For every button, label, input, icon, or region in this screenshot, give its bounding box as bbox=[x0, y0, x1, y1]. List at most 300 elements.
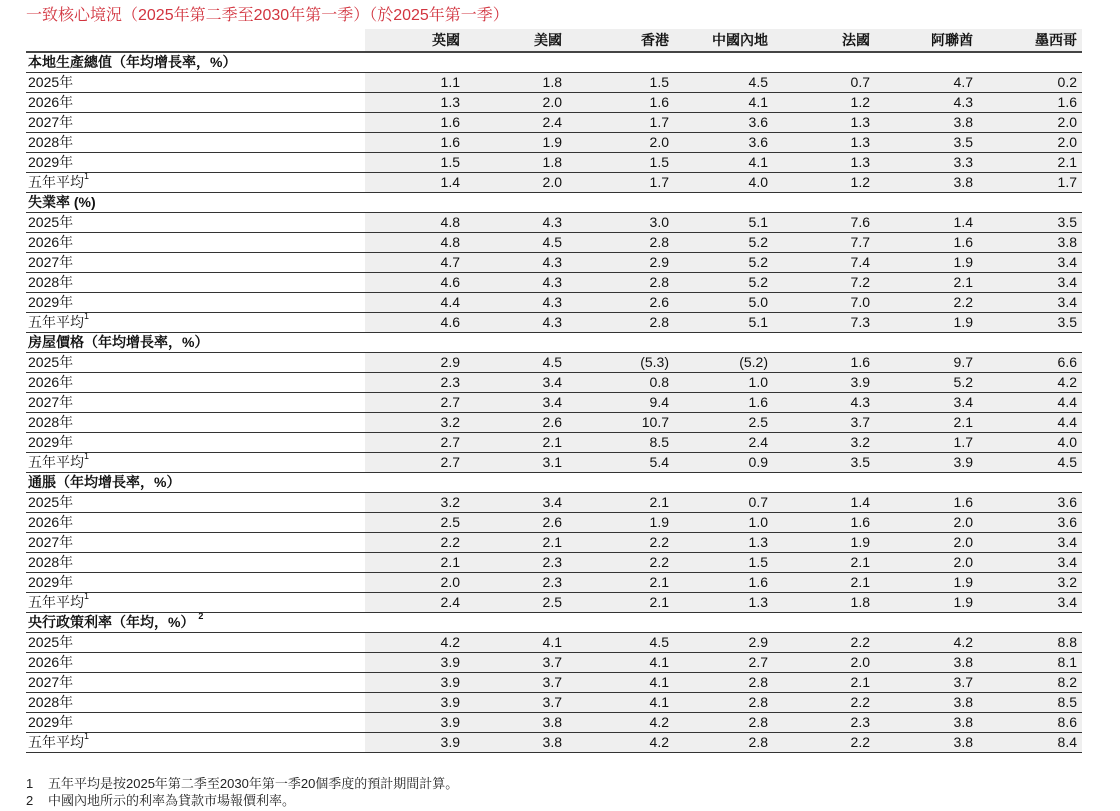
empty-cell bbox=[674, 333, 773, 353]
empty-cell bbox=[773, 193, 875, 213]
value-cell: 1.6 bbox=[875, 493, 978, 513]
value-cell: 8.1 bbox=[978, 653, 1082, 673]
footnote-ref: 1 bbox=[84, 591, 90, 601]
value-cell: 5.1 bbox=[674, 313, 773, 333]
value-cell: 1.9 bbox=[875, 573, 978, 593]
row-label-text: 2029年 bbox=[28, 294, 74, 310]
value-cell: 4.7 bbox=[365, 253, 465, 273]
value-cell: 2.2 bbox=[773, 693, 875, 713]
value-cell: 1.6 bbox=[365, 113, 465, 133]
value-cell: 5.2 bbox=[674, 273, 773, 293]
value-cell: 3.6 bbox=[674, 133, 773, 153]
value-cell: 3.4 bbox=[465, 493, 567, 513]
empty-cell bbox=[773, 333, 875, 353]
value-cell: 2.8 bbox=[567, 233, 674, 253]
value-cell: 2.3 bbox=[465, 553, 567, 573]
value-cell: 2.6 bbox=[567, 293, 674, 313]
value-cell: 3.8 bbox=[875, 713, 978, 733]
value-cell: 2.2 bbox=[365, 533, 465, 553]
value-cell: 1.6 bbox=[773, 353, 875, 373]
empty-cell bbox=[567, 473, 674, 493]
value-cell: 5.0 bbox=[674, 293, 773, 313]
footnote-ref: 1 bbox=[84, 171, 90, 181]
table-row bbox=[26, 453, 1082, 473]
row-label bbox=[26, 453, 365, 473]
value-cell: 2.0 bbox=[465, 173, 567, 193]
empty-cell bbox=[365, 473, 465, 493]
table-row bbox=[26, 253, 1082, 273]
row-label bbox=[26, 673, 365, 693]
value-cell: 2.8 bbox=[674, 693, 773, 713]
row-label-text: 五年平均 bbox=[28, 454, 84, 470]
column-header-row bbox=[26, 29, 1082, 52]
value-cell: 1.3 bbox=[674, 533, 773, 553]
row-label bbox=[26, 293, 365, 313]
value-cell: 0.8 bbox=[567, 373, 674, 393]
value-cell: 2.8 bbox=[674, 673, 773, 693]
value-cell: 1.5 bbox=[674, 553, 773, 573]
value-cell: 3.4 bbox=[978, 593, 1082, 613]
value-cell: 2.0 bbox=[978, 133, 1082, 153]
value-cell: 2.4 bbox=[465, 113, 567, 133]
table-row bbox=[26, 493, 1082, 513]
value-cell: 2.5 bbox=[365, 513, 465, 533]
value-cell: 1.1 bbox=[365, 73, 465, 93]
value-cell: 2.4 bbox=[674, 433, 773, 453]
value-cell: 3.4 bbox=[978, 273, 1082, 293]
row-label-text: 2025年 bbox=[28, 494, 74, 510]
value-cell: 3.8 bbox=[465, 713, 567, 733]
section-title bbox=[26, 193, 365, 213]
value-cell: 3.5 bbox=[875, 133, 978, 153]
value-cell: 9.4 bbox=[567, 393, 674, 413]
empty-cell bbox=[465, 613, 567, 633]
empty-cell bbox=[978, 193, 1082, 213]
footnote-ref: 1 bbox=[84, 311, 90, 321]
value-cell: 3.4 bbox=[978, 533, 1082, 553]
value-cell: 2.8 bbox=[674, 713, 773, 733]
empty-cell bbox=[465, 333, 567, 353]
value-cell: 3.4 bbox=[978, 553, 1082, 573]
column-header: 阿聯酋 bbox=[875, 29, 978, 52]
value-cell: 2.0 bbox=[875, 533, 978, 553]
section-title-text: 央行政策利率（年均，%） bbox=[28, 614, 195, 630]
row-label-text: 2026年 bbox=[28, 374, 74, 390]
section-header-row bbox=[26, 613, 1082, 633]
value-cell: 8.5 bbox=[567, 433, 674, 453]
footnote-ref: 2 bbox=[198, 611, 204, 621]
value-cell: 3.7 bbox=[875, 673, 978, 693]
column-header: 中國內地 bbox=[674, 29, 773, 52]
value-cell: 1.6 bbox=[365, 133, 465, 153]
row-label bbox=[26, 433, 365, 453]
value-cell: 3.1 bbox=[465, 453, 567, 473]
value-cell: 8.8 bbox=[978, 633, 1082, 653]
section-header-row bbox=[26, 52, 1082, 73]
table-row bbox=[26, 593, 1082, 613]
row-label bbox=[26, 113, 365, 133]
value-cell: 3.7 bbox=[465, 693, 567, 713]
value-cell: 3.9 bbox=[773, 373, 875, 393]
value-cell: 3.2 bbox=[978, 573, 1082, 593]
value-cell: 2.1 bbox=[773, 553, 875, 573]
empty-cell bbox=[875, 473, 978, 493]
footnote-text: 中國內地所示的利率為貸款市場報價利率。 bbox=[48, 793, 296, 808]
value-cell: 2.1 bbox=[567, 593, 674, 613]
value-cell: 2.5 bbox=[465, 593, 567, 613]
value-cell: 9.7 bbox=[875, 353, 978, 373]
value-cell: 7.4 bbox=[773, 253, 875, 273]
row-label bbox=[26, 313, 365, 333]
section-header-row bbox=[26, 333, 1082, 353]
value-cell: 3.7 bbox=[465, 673, 567, 693]
value-cell: 1.7 bbox=[567, 113, 674, 133]
row-label-text: 2027年 bbox=[28, 114, 74, 130]
value-cell: 1.5 bbox=[567, 153, 674, 173]
row-label bbox=[26, 733, 365, 753]
row-label-text: 2026年 bbox=[28, 654, 74, 670]
value-cell: 4.4 bbox=[978, 413, 1082, 433]
section-title bbox=[26, 333, 365, 353]
value-cell: 4.1 bbox=[465, 633, 567, 653]
row-label-text: 2025年 bbox=[28, 354, 74, 370]
section-title-text: 房屋價格（年均增長率，%） bbox=[28, 334, 209, 350]
value-cell: 3.8 bbox=[875, 113, 978, 133]
table-row bbox=[26, 413, 1082, 433]
row-label bbox=[26, 373, 365, 393]
value-cell: 2.9 bbox=[365, 353, 465, 373]
value-cell: 2.0 bbox=[365, 573, 465, 593]
column-header: 法國 bbox=[773, 29, 875, 52]
value-cell: 3.4 bbox=[978, 253, 1082, 273]
row-label-text: 五年平均 bbox=[28, 594, 84, 610]
table-row bbox=[26, 393, 1082, 413]
value-cell: (5.3) bbox=[567, 353, 674, 373]
section-title-text: 失業率 (%) bbox=[28, 194, 96, 210]
row-label-text: 2029年 bbox=[28, 714, 74, 730]
footnote-text: 五年平均是按2025年第二季至2030年第一季20個季度的預計期間計算。 bbox=[48, 776, 459, 791]
value-cell: 1.9 bbox=[465, 133, 567, 153]
row-label-text: 2026年 bbox=[28, 234, 74, 250]
empty-cell bbox=[465, 52, 567, 73]
section-header-row bbox=[26, 473, 1082, 493]
value-cell: 0.7 bbox=[773, 73, 875, 93]
table-row bbox=[26, 213, 1082, 233]
value-cell: 4.3 bbox=[465, 213, 567, 233]
value-cell: 8.5 bbox=[978, 693, 1082, 713]
row-label bbox=[26, 573, 365, 593]
row-label-text: 2025年 bbox=[28, 634, 74, 650]
row-label bbox=[26, 533, 365, 553]
value-cell: 4.2 bbox=[875, 633, 978, 653]
value-cell: 1.8 bbox=[465, 73, 567, 93]
row-label-text: 2026年 bbox=[28, 94, 74, 110]
value-cell: 2.3 bbox=[365, 373, 465, 393]
row-label bbox=[26, 413, 365, 433]
empty-cell bbox=[567, 613, 674, 633]
row-label-text: 2026年 bbox=[28, 514, 74, 530]
value-cell: 4.3 bbox=[465, 293, 567, 313]
value-cell: 2.0 bbox=[875, 513, 978, 533]
value-cell: 4.0 bbox=[674, 173, 773, 193]
table-row bbox=[26, 513, 1082, 533]
header-blank bbox=[26, 29, 365, 52]
value-cell: 3.4 bbox=[465, 373, 567, 393]
empty-cell bbox=[978, 333, 1082, 353]
value-cell: 2.8 bbox=[674, 733, 773, 753]
value-cell: 3.2 bbox=[365, 493, 465, 513]
value-cell: (5.2) bbox=[674, 353, 773, 373]
value-cell: 1.3 bbox=[773, 133, 875, 153]
value-cell: 4.3 bbox=[465, 313, 567, 333]
table-row bbox=[26, 133, 1082, 153]
value-cell: 2.1 bbox=[773, 673, 875, 693]
row-label bbox=[26, 393, 365, 413]
value-cell: 1.5 bbox=[365, 153, 465, 173]
row-label bbox=[26, 133, 365, 153]
value-cell: 2.7 bbox=[674, 653, 773, 673]
table-row bbox=[26, 633, 1082, 653]
value-cell: 1.6 bbox=[674, 393, 773, 413]
value-cell: 3.4 bbox=[875, 393, 978, 413]
table-row bbox=[26, 653, 1082, 673]
empty-cell bbox=[567, 333, 674, 353]
column-header: 美國 bbox=[465, 29, 567, 52]
table-row bbox=[26, 273, 1082, 293]
row-label bbox=[26, 593, 365, 613]
value-cell: 1.7 bbox=[875, 433, 978, 453]
value-cell: 4.5 bbox=[978, 453, 1082, 473]
empty-cell bbox=[773, 473, 875, 493]
row-label-text: 2025年 bbox=[28, 214, 74, 230]
value-cell: 3.8 bbox=[875, 733, 978, 753]
row-label-text: 五年平均 bbox=[28, 174, 84, 190]
section-title-text: 通脹（年均增長率，%） bbox=[28, 474, 181, 490]
row-label-text: 2025年 bbox=[28, 74, 74, 90]
empty-cell bbox=[365, 613, 465, 633]
row-label bbox=[26, 553, 365, 573]
table-row bbox=[26, 233, 1082, 253]
empty-cell bbox=[674, 193, 773, 213]
footnote-ref: 1 bbox=[84, 731, 90, 741]
value-cell: 7.3 bbox=[773, 313, 875, 333]
value-cell: 2.7 bbox=[365, 453, 465, 473]
value-cell: 4.3 bbox=[465, 273, 567, 293]
value-cell: 0.7 bbox=[674, 493, 773, 513]
value-cell: 5.1 bbox=[674, 213, 773, 233]
value-cell: 2.1 bbox=[978, 153, 1082, 173]
empty-cell bbox=[875, 333, 978, 353]
value-cell: 2.1 bbox=[875, 413, 978, 433]
table-row bbox=[26, 553, 1082, 573]
value-cell: 4.5 bbox=[465, 353, 567, 373]
row-label bbox=[26, 353, 365, 373]
row-label-text: 2029年 bbox=[28, 574, 74, 590]
value-cell: 3.6 bbox=[978, 493, 1082, 513]
table-row bbox=[26, 433, 1082, 453]
empty-cell bbox=[567, 52, 674, 73]
footnotes bbox=[26, 775, 458, 809]
value-cell: 4.2 bbox=[365, 633, 465, 653]
row-label bbox=[26, 93, 365, 113]
empty-cell bbox=[978, 473, 1082, 493]
value-cell: 3.7 bbox=[465, 653, 567, 673]
value-cell: 2.0 bbox=[978, 113, 1082, 133]
table-row bbox=[26, 573, 1082, 593]
table-row bbox=[26, 373, 1082, 393]
section-title bbox=[26, 52, 365, 73]
value-cell: 5.4 bbox=[567, 453, 674, 473]
table-row bbox=[26, 93, 1082, 113]
value-cell: 1.6 bbox=[875, 233, 978, 253]
empty-cell bbox=[365, 333, 465, 353]
value-cell: 2.1 bbox=[365, 553, 465, 573]
value-cell: 3.6 bbox=[978, 513, 1082, 533]
row-label-text: 2027年 bbox=[28, 534, 74, 550]
table-row bbox=[26, 153, 1082, 173]
value-cell: 3.2 bbox=[365, 413, 465, 433]
value-cell: 1.9 bbox=[875, 253, 978, 273]
empty-cell bbox=[365, 52, 465, 73]
empty-cell bbox=[674, 52, 773, 73]
row-label-text: 五年平均 bbox=[28, 314, 84, 330]
empty-cell bbox=[465, 473, 567, 493]
value-cell: 3.9 bbox=[365, 673, 465, 693]
value-cell: 1.3 bbox=[773, 153, 875, 173]
footnote-number: 1 bbox=[26, 776, 34, 791]
column-header: 墨西哥 bbox=[978, 29, 1082, 52]
value-cell: 3.6 bbox=[674, 113, 773, 133]
value-cell: 4.7 bbox=[875, 73, 978, 93]
value-cell: 4.1 bbox=[567, 653, 674, 673]
row-label bbox=[26, 633, 365, 653]
value-cell: 4.3 bbox=[465, 253, 567, 273]
table-row bbox=[26, 113, 1082, 133]
row-label bbox=[26, 273, 365, 293]
value-cell: 3.5 bbox=[978, 213, 1082, 233]
value-cell: 4.6 bbox=[365, 273, 465, 293]
value-cell: 1.3 bbox=[674, 593, 773, 613]
row-label-text: 2028年 bbox=[28, 694, 74, 710]
value-cell: 3.4 bbox=[978, 293, 1082, 313]
value-cell: 3.8 bbox=[978, 233, 1082, 253]
value-cell: 1.6 bbox=[674, 573, 773, 593]
value-cell: 4.8 bbox=[365, 213, 465, 233]
value-cell: 1.9 bbox=[567, 513, 674, 533]
value-cell: 2.2 bbox=[773, 733, 875, 753]
row-label bbox=[26, 73, 365, 93]
value-cell: 2.2 bbox=[875, 293, 978, 313]
value-cell: 2.8 bbox=[567, 273, 674, 293]
value-cell: 3.2 bbox=[773, 433, 875, 453]
empty-cell bbox=[365, 193, 465, 213]
value-cell: 1.7 bbox=[567, 173, 674, 193]
column-header: 英國 bbox=[365, 29, 465, 52]
value-cell: 3.8 bbox=[875, 653, 978, 673]
value-cell: 1.4 bbox=[365, 173, 465, 193]
table-row bbox=[26, 693, 1082, 713]
forecast-table bbox=[26, 29, 1082, 753]
page-title: 一致核心境況（2025年第二季至2030年第一季）（於2025年第一季） bbox=[26, 7, 509, 24]
value-cell: 3.8 bbox=[875, 173, 978, 193]
value-cell: 5.2 bbox=[674, 253, 773, 273]
row-label-text: 2029年 bbox=[28, 154, 74, 170]
empty-cell bbox=[875, 52, 978, 73]
empty-cell bbox=[773, 613, 875, 633]
value-cell: 2.4 bbox=[365, 593, 465, 613]
value-cell: 3.9 bbox=[365, 653, 465, 673]
value-cell: 4.5 bbox=[674, 73, 773, 93]
value-cell: 2.1 bbox=[773, 573, 875, 593]
row-label bbox=[26, 713, 365, 733]
value-cell: 6.6 bbox=[978, 353, 1082, 373]
empty-cell bbox=[875, 613, 978, 633]
value-cell: 4.4 bbox=[978, 393, 1082, 413]
row-label bbox=[26, 173, 365, 193]
empty-cell bbox=[978, 613, 1082, 633]
row-label bbox=[26, 693, 365, 713]
value-cell: 3.3 bbox=[875, 153, 978, 173]
value-cell: 3.0 bbox=[567, 213, 674, 233]
value-cell: 4.2 bbox=[567, 733, 674, 753]
value-cell: 5.2 bbox=[674, 233, 773, 253]
value-cell: 2.0 bbox=[875, 553, 978, 573]
value-cell: 1.2 bbox=[773, 173, 875, 193]
value-cell: 4.3 bbox=[875, 93, 978, 113]
table-row bbox=[26, 353, 1082, 373]
row-label bbox=[26, 233, 365, 253]
value-cell: 3.8 bbox=[465, 733, 567, 753]
value-cell: 2.0 bbox=[465, 93, 567, 113]
value-cell: 1.3 bbox=[365, 93, 465, 113]
value-cell: 1.4 bbox=[875, 213, 978, 233]
section-title bbox=[26, 473, 365, 493]
value-cell: 2.6 bbox=[465, 413, 567, 433]
value-cell: 1.9 bbox=[773, 533, 875, 553]
value-cell: 3.8 bbox=[875, 693, 978, 713]
value-cell: 2.7 bbox=[365, 433, 465, 453]
value-cell: 1.3 bbox=[773, 113, 875, 133]
value-cell: 2.1 bbox=[567, 573, 674, 593]
column-header: 香港 bbox=[567, 29, 674, 52]
value-cell: 4.2 bbox=[978, 373, 1082, 393]
value-cell: 1.8 bbox=[465, 153, 567, 173]
row-label bbox=[26, 213, 365, 233]
table-row bbox=[26, 533, 1082, 553]
value-cell: 7.6 bbox=[773, 213, 875, 233]
value-cell: 4.1 bbox=[567, 673, 674, 693]
value-cell: 8.6 bbox=[978, 713, 1082, 733]
table-row bbox=[26, 713, 1082, 733]
value-cell: 4.1 bbox=[674, 153, 773, 173]
value-cell: 0.2 bbox=[978, 73, 1082, 93]
value-cell: 5.2 bbox=[875, 373, 978, 393]
empty-cell bbox=[465, 193, 567, 213]
value-cell: 2.1 bbox=[465, 433, 567, 453]
empty-cell bbox=[773, 52, 875, 73]
value-cell: 0.9 bbox=[674, 453, 773, 473]
value-cell: 3.5 bbox=[978, 313, 1082, 333]
value-cell: 2.2 bbox=[773, 633, 875, 653]
table-row bbox=[26, 293, 1082, 313]
value-cell: 7.7 bbox=[773, 233, 875, 253]
row-label-text: 2027年 bbox=[28, 674, 74, 690]
value-cell: 10.7 bbox=[567, 413, 674, 433]
table-row bbox=[26, 673, 1082, 693]
table-row bbox=[26, 733, 1082, 753]
value-cell: 2.8 bbox=[567, 313, 674, 333]
table-row bbox=[26, 73, 1082, 93]
